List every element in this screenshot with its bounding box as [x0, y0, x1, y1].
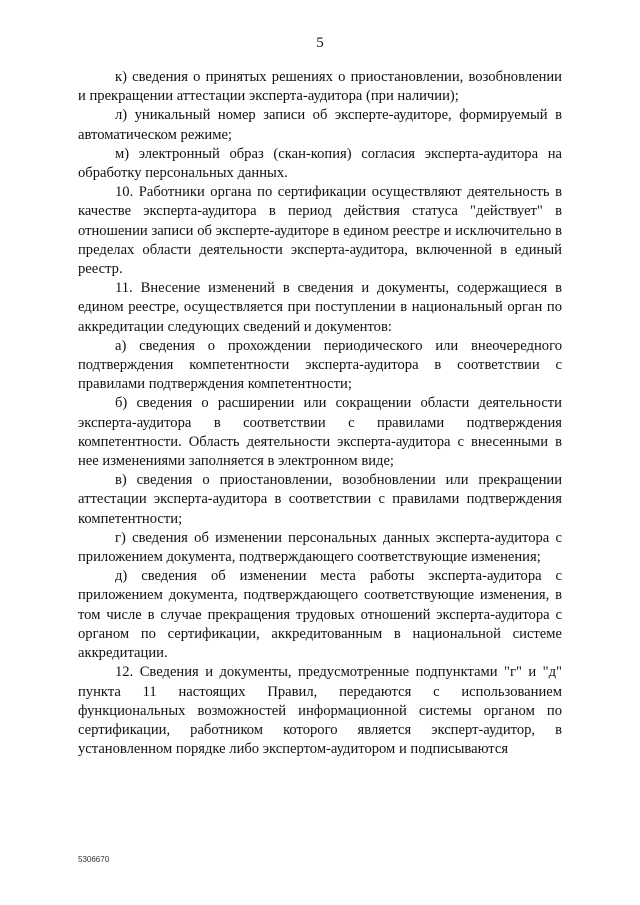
paragraph-11: 11. Внесение изменений в сведения и документы, содержащиеся в едином реестре, осуществляется при поступлении в национальный орган по аккредитации следующих сведений и документов:: [78, 280, 562, 335]
paragraph-11-v: в) сведения о приостановлении, возобновлении или прекращении аттестации эксперта-аудитора в соответствии с правилами подтверждения компетентности;: [78, 472, 562, 527]
document-body: [78, 68, 562, 759]
paragraph-12: 12. Сведения и документы, предусмотренные подпунктами "г" и "д" пункта 11 настоящих Правил, передаются с использованием функциональных возможностей информационной системы органом по сертификации, работником которого является эксперт-аудитор, в установленном порядке либо экспертом-аудитором и подписываются: [78, 664, 562, 758]
page-number: 5: [316, 35, 324, 51]
document-code: 5306670: [78, 855, 110, 864]
paragraph-m: м) электронный образ (скан-копия) согласия эксперта-аудитора на обработку персональных данных.: [78, 145, 562, 182]
paragraph-11-g: г) сведения об изменении персональных данных эксперта-аудитора с приложением документа, подтверждающего соответствующие изменения;: [78, 529, 562, 566]
paragraph-10: 10. Работники органа по сертификации осуществляют деятельность в качестве эксперта-аудитора в период действия статуса "действует" в отношении записи об эксперте-аудиторе в едином реестре и исключительно в пределах области деятельности эксперта-аудитора, включенной в единый реестр.: [78, 184, 562, 278]
paragraph-k: к) сведения о принятых решениях о приостановлении, возобновлении и прекращении аттестации эксперта-аудитора (при наличии);: [78, 69, 562, 105]
paragraph-11-d: д) сведения об изменении места работы эксперта-аудитора с приложением документа, подтверждающего соответствующие изменения, в том числе в случае прекращения трудовых отношений эксперта-аудитора с органом по сертификации, аккредитованным в национальной системе аккредитации.: [78, 568, 562, 662]
paragraph-11-a: а) сведения о прохождении периодического или внеочередного подтверждения компетентности эксперта-аудитора в соответствии с правилами подтверждения компетентности;: [78, 337, 562, 393]
paragraph-11-b: б) сведения о расширении или сокращении области деятельности эксперта-аудитора в соответствии с правилами подтверждения компетентности. Область деятельности эксперта-аудитора с внесенными в нее изменениями заполняется в электронном виде;: [78, 395, 562, 470]
paragraph-l: л) уникальный номер записи об эксперте-аудиторе, формируемый в автоматическом режиме;: [78, 107, 562, 143]
